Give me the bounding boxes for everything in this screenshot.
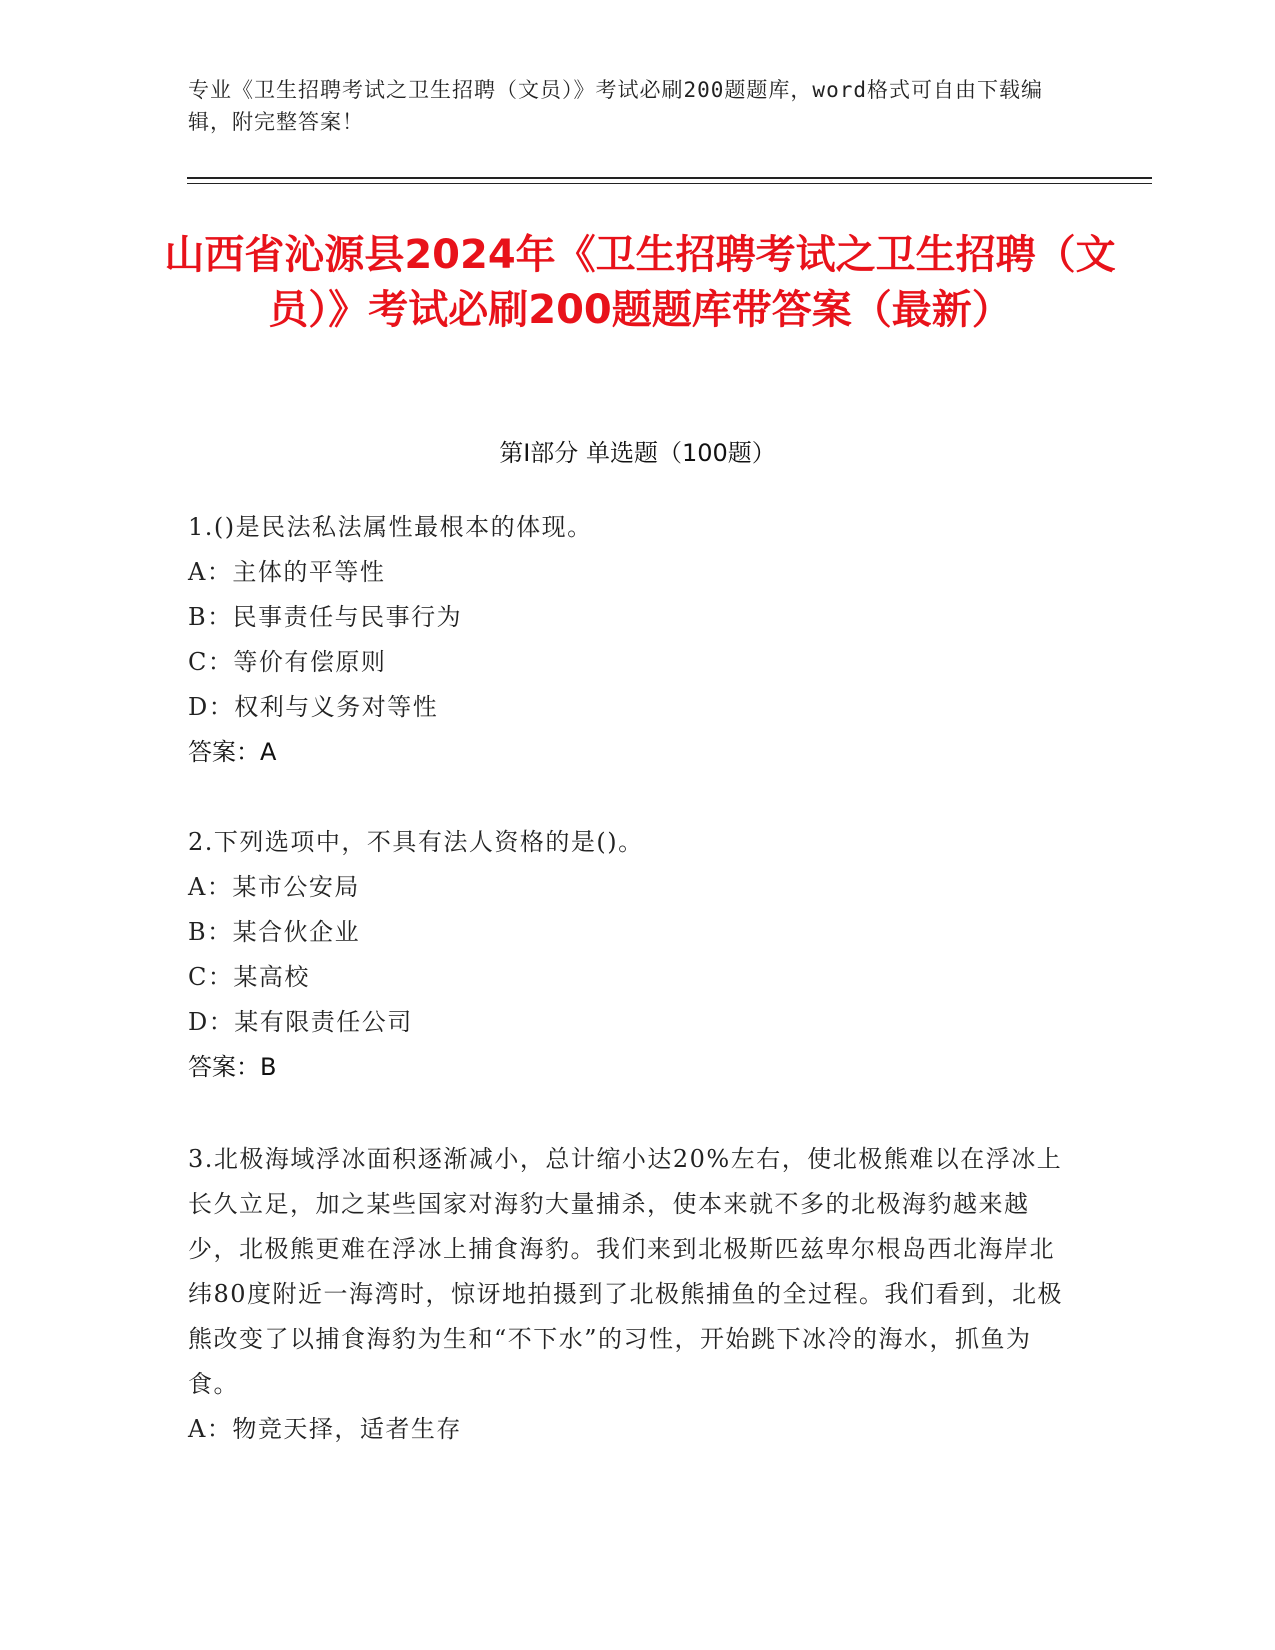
option-a: A：物竞天择，适者生存 [188, 1415, 462, 1443]
question-2 [188, 820, 1068, 1090]
question-stem: 3.北极海域浮冰面积逐渐减小，总计缩小达20%左右，使北极熊难以在浮冰上长久立足，加之某些国家对海豹大量捕杀，使本来就不多的北极海豹越来越少，北极熊更难在浮冰上捕食海豹。我们来到北极斯匹兹卑尔根岛西北海岸北纬80度附近一海湾时，惊讶地拍摄到了北极熊捕鱼的全过程。我们看到，北极熊改变了以捕食海豹为生和“不下水”的习性，开始跳下冰冷的海水，抓鱼为食。 [188, 1145, 1064, 1398]
header-divider-thin [187, 183, 1152, 184]
option-c: C：等价有偿原则 [188, 648, 387, 676]
option-c: C：某高校 [188, 963, 310, 991]
option-a: A：主体的平等性 [188, 558, 386, 586]
header-divider-thick [187, 177, 1152, 179]
option-d: D：某有限责任公司 [188, 1008, 413, 1036]
header-note: 专业《卫生招聘考试之卫生招聘（文员）》考试必刷200题题库，word格式可自由下载编辑，附完整答案！ [188, 78, 1043, 134]
document-title: 山西省沁源县2024年《卫生招聘考试之卫生招聘（文员）》考试必刷200题题库带答案（最新） [164, 232, 1116, 333]
question-1 [188, 505, 1068, 775]
question-stem: 1.()是民法私法属性最根本的体现。 [188, 513, 593, 541]
answer: 答案：B [188, 1053, 277, 1081]
option-b: B：某合伙企业 [188, 918, 361, 946]
question-stem: 2.下列选项中，不具有法人资格的是()。 [188, 828, 644, 856]
section-title: 第Ⅰ部分 单选题（100题） [499, 439, 776, 467]
option-d: D：权利与义务对等性 [188, 693, 439, 721]
option-a: A：某市公安局 [188, 873, 360, 901]
option-b: B：民事责任与民事行为 [188, 603, 463, 631]
question-3 [188, 1137, 1068, 1452]
answer: 答案：A [188, 738, 277, 766]
